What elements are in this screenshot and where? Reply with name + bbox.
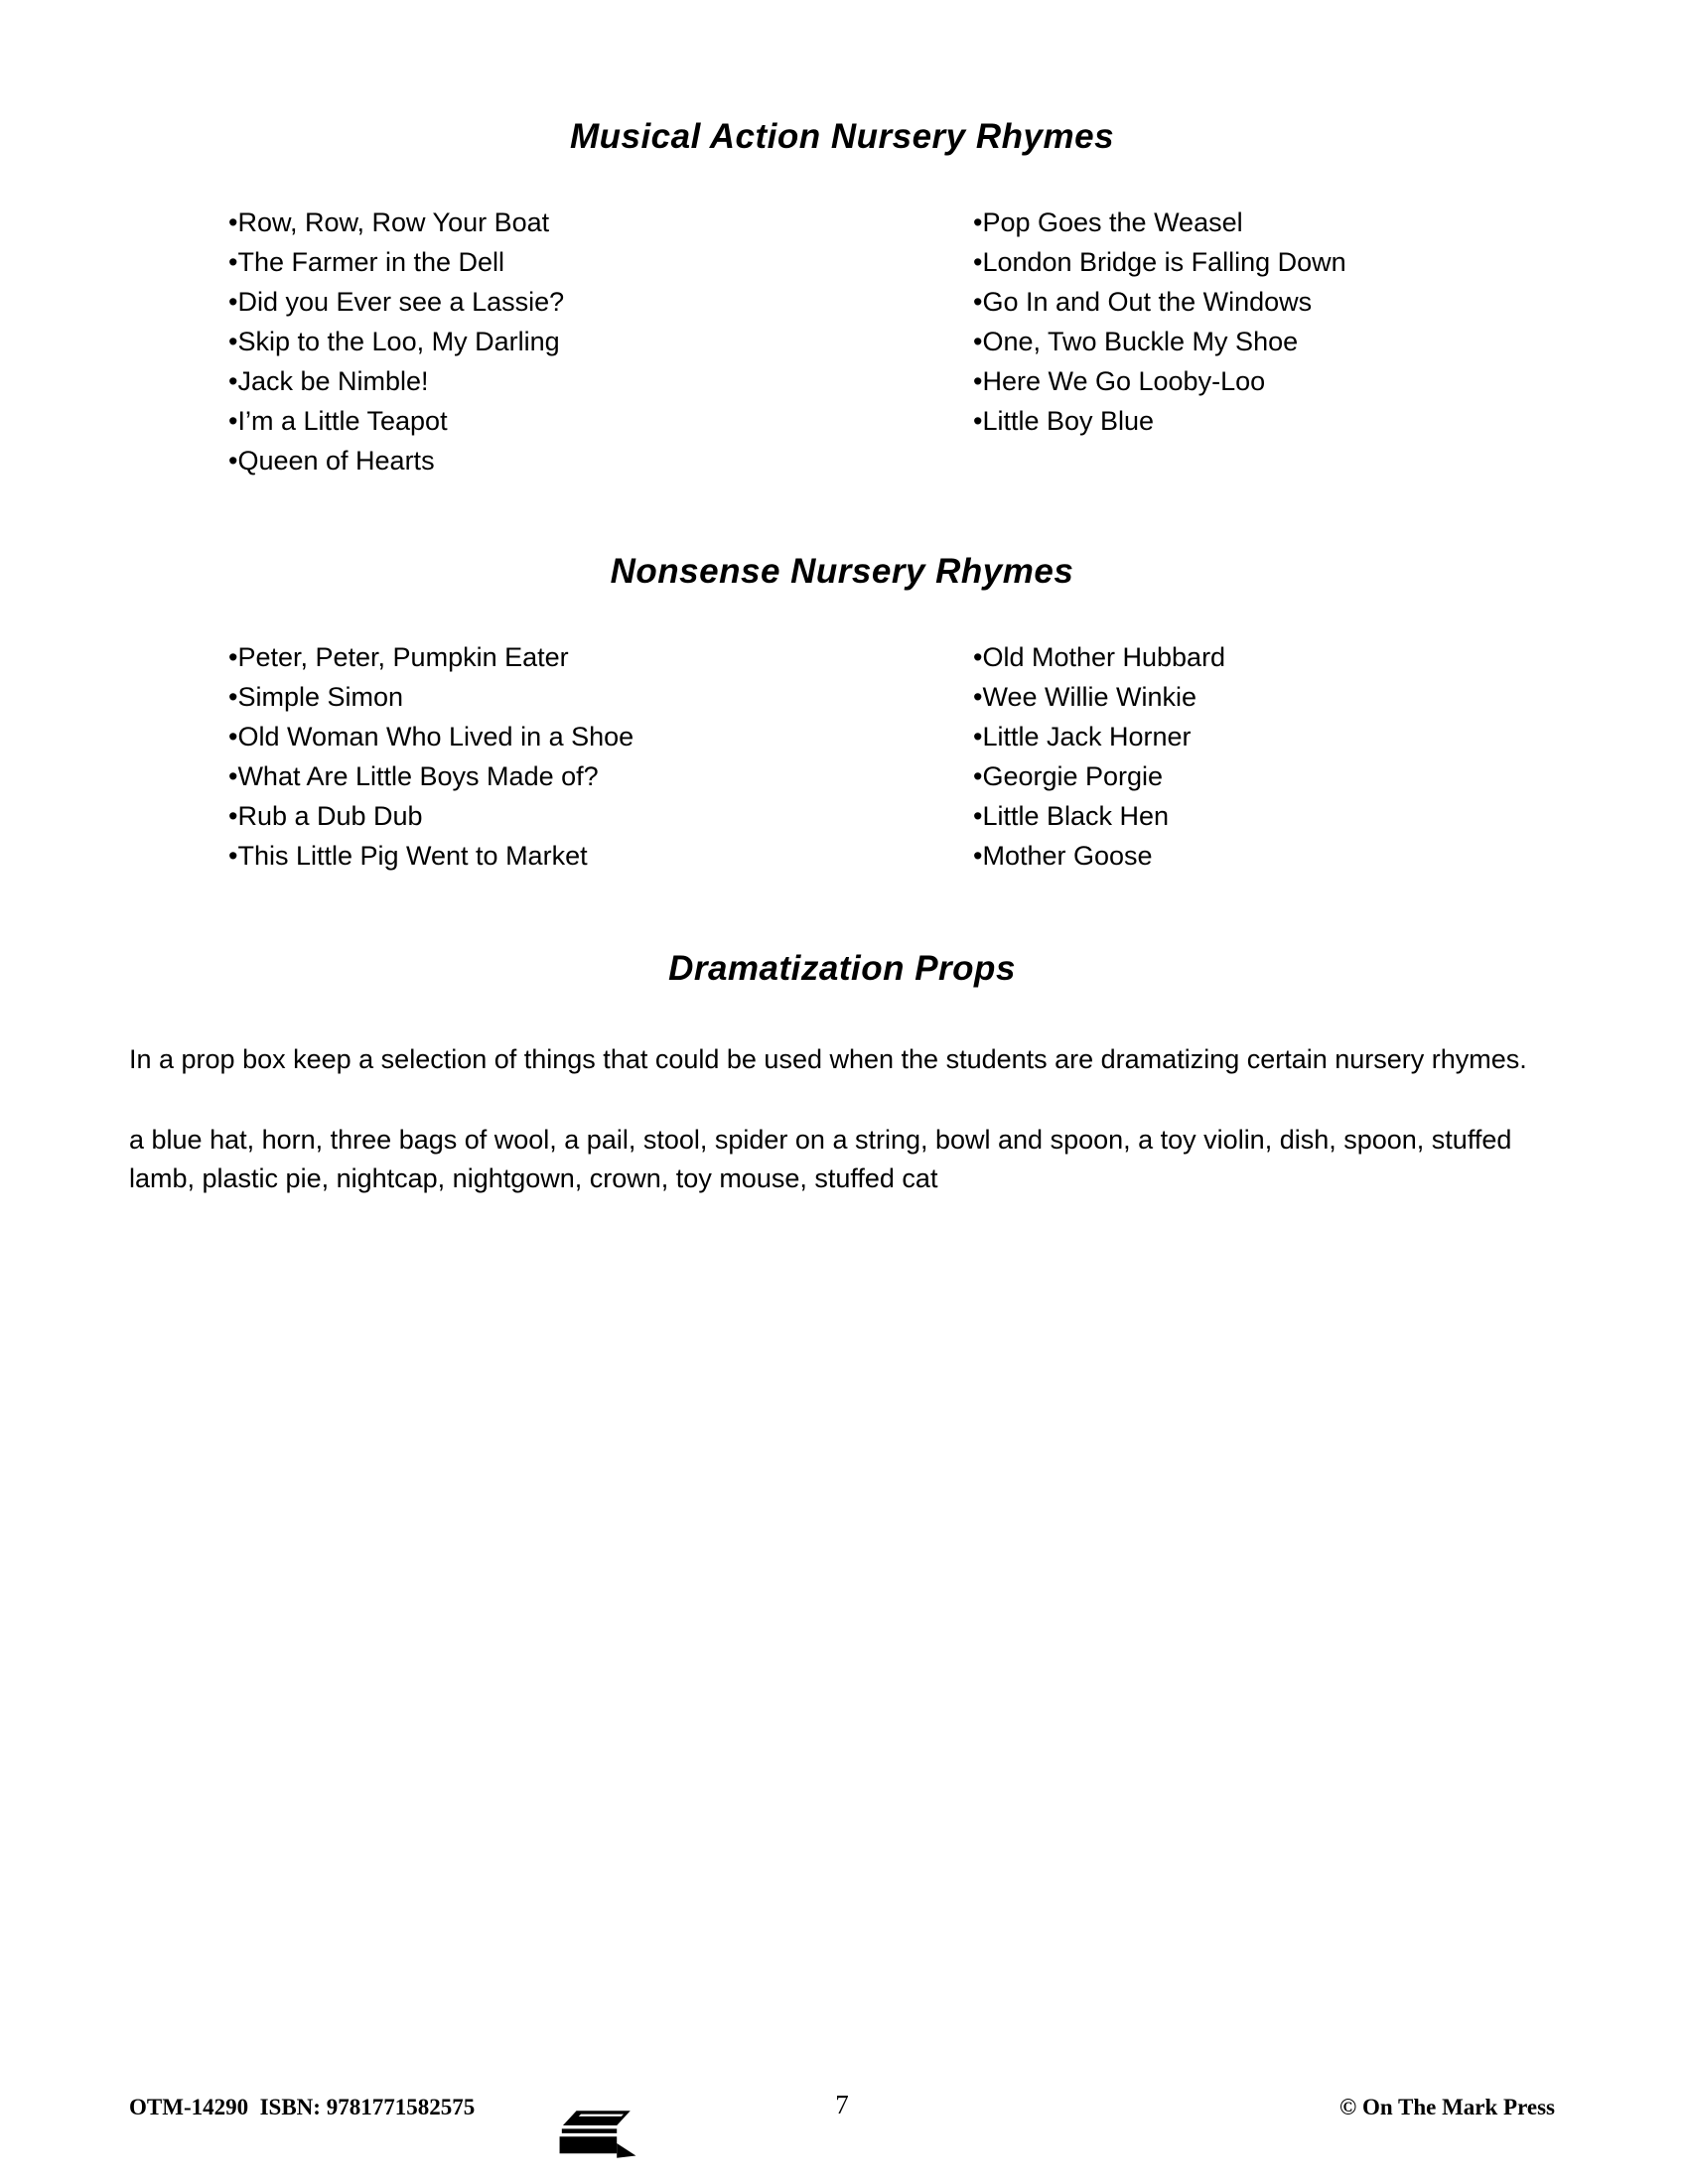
props-items-paragraph: a blue hat, horn, three bags of wool, a pail, stool, spider on a string, bowl and spoon, a toy violin, dish, spoon, stuffed lamb, plastic pie, nightcap, nightgown, crown, toy mouse, stuffed cat — [129, 1125, 1512, 1193]
list-item: • Little Boy Blue — [973, 401, 1555, 441]
list-item: • Rub a Dub Dub — [228, 796, 973, 836]
list-item: • Jack be Nimble! — [228, 361, 973, 401]
section-title-musical: Musical Action Nursery Rhymes — [569, 117, 1115, 156]
list-item: • Simple Simon — [228, 677, 973, 717]
nonsense-right-column — [973, 637, 1555, 876]
props-intro-paragraph: In a prop box keep a selection of things that could be used when the students are dramatizing certain nursery rhymes. — [129, 1044, 1527, 1074]
section-title-nonsense: Nonsense Nursery Rhymes — [610, 552, 1074, 591]
list-item: • Little Black Hen — [973, 796, 1555, 836]
list-item: • London Bridge is Falling Down — [973, 242, 1555, 282]
list-item: • Peter, Peter, Pumpkin Eater — [228, 637, 973, 677]
list-item: • Row, Row, Row Your Boat — [228, 203, 973, 242]
list-item: • Little Jack Horner — [973, 717, 1555, 756]
isbn-text: OTM-14290 ISBN: 9781771582575 — [129, 2095, 476, 2119]
list-item: • Pop Goes the Weasel — [973, 203, 1555, 242]
list-item: • Did you Ever see a Lassie? — [228, 282, 973, 322]
page-footer — [129, 2075, 1555, 2126]
list-item: • Wee Willie Winkie — [973, 677, 1555, 717]
list-item: • Here We Go Looby-Loo — [973, 361, 1555, 401]
list-item: • I’m a Little Teapot — [228, 401, 973, 441]
list-item: • One, Two Buckle My Shoe — [973, 322, 1555, 361]
list-item: • Queen of Hearts — [228, 441, 973, 480]
page-number: 7 — [835, 2090, 849, 2119]
footer-left-group — [129, 2069, 596, 2120]
list-item: • Go In and Out the Windows — [973, 282, 1555, 322]
list-item: • Old Mother Hubbard — [973, 637, 1555, 677]
nonsense-rhymes-list — [129, 637, 1555, 876]
list-item: • Skip to the Loo, My Darling — [228, 322, 973, 361]
list-item: • Old Woman Who Lived in a Shoe — [228, 717, 973, 756]
printing-press-logo-icon — [508, 2083, 596, 2134]
list-item: • What Are Little Boys Made of? — [228, 756, 973, 796]
list-item: • Georgie Porgie — [973, 756, 1555, 796]
section-title-props: Dramatization Props — [668, 949, 1016, 988]
musical-rhymes-list — [129, 203, 1555, 480]
nonsense-left-column — [228, 637, 973, 876]
musical-left-column — [228, 203, 973, 480]
list-item: • This Little Pig Went to Market — [228, 836, 973, 876]
copyright-text: © On The Mark Press — [1339, 2095, 1555, 2119]
list-item: • The Farmer in the Dell — [228, 242, 973, 282]
musical-right-column — [973, 203, 1555, 480]
list-item: • Mother Goose — [973, 836, 1555, 876]
